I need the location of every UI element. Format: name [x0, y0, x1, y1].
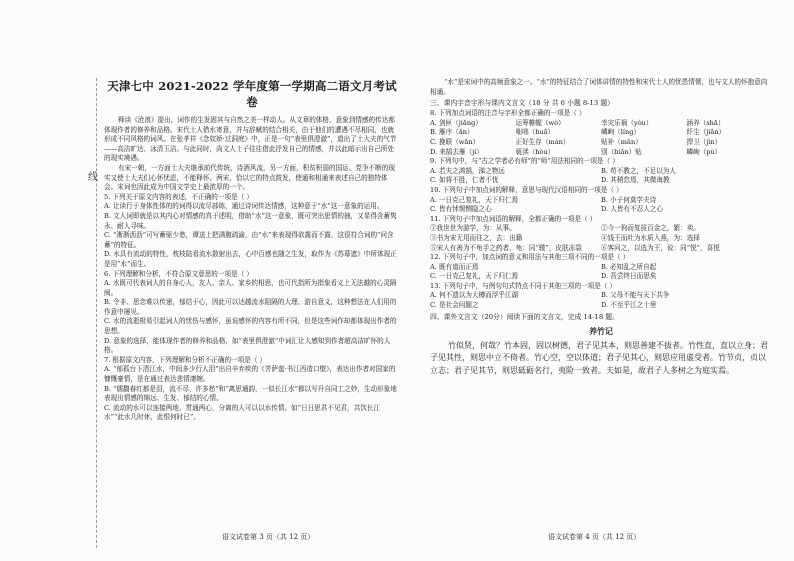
question-12-options: [430, 263, 772, 282]
question-8-a-2: 运筹帷幄（wò）: [515, 118, 565, 127]
question-13-option-c: C. 是社会问题之: [430, 301, 479, 310]
question-12-option-b: B. 必知乱之所自起: [601, 262, 657, 271]
question-7-option-c: C. 流动的水可以连接两地，贯通两心，分离的人可以以水传情。如“日日思君不见君，共饮长江水”“此水几时休，此恨何时已”。: [104, 403, 381, 422]
question-8-b-1: B. 雁序（ǎn）: [430, 128, 474, 137]
left-page: [104, 78, 400, 423]
question-5-option-d: D. 水具有流动的特性，枕枝陆看流水散射出去，心中百感也随之生发，取作为《苏幕遮》中所体现正是用“水”而生。: [104, 250, 397, 268]
passage-paragraph-1: 释读《沧浪》提出，词作的生发固其与自然之美一样动人。从文章的体格、意象到情感的传达都体现作者的修养和品格。宋代士人借水寄意，并与辞赋的结合相关，由于他们的遭遇不尽相同，也就形成不同风格的词风。在张孝祥《念奴娇·过洞庭》中，正是一句“表里俱澄澈”，道出了士大夫的气节——高洁旷达、冰清玉洁。与此同时，尚文人士子往往借此抒发自己的情感，并以此暗示出自己所处的现实境遇。: [104, 116, 397, 163]
right-page: [430, 78, 772, 377]
question-8-a-1: A. 剑匣（jiǎng）: [430, 118, 482, 127]
section-3-heading: 三、课内字音字形与课内文言文（18 分 共 6 小题 8-13 题）: [430, 99, 614, 108]
question-11-item-4: ④钱王而吐为水质入燕，为：选择: [601, 233, 700, 242]
question-10-option-b: B. 小子何莫学夫诗: [601, 195, 657, 204]
question-8-b-3: 嶙峋（líng）: [601, 128, 641, 137]
binding-mark: 线: [88, 172, 98, 183]
question-8-d-2: 亵渎（hòu）: [515, 147, 555, 156]
question-13-options: [430, 291, 772, 310]
question-5-option-c: C. “淅淅沥沥”可写蓄驱少愁，谭送上把满腹疏渝，由“水”来表现得欲露而不露，这很符合词的“问含蓄”的特征。: [104, 231, 394, 249]
question-8-a-3: 幸灾乐祸（yòu）: [601, 118, 653, 127]
question-8-a-4: 涵养（shā）: [686, 118, 725, 127]
question-11-item-5: ⑤宋人有善为不龟手之药者，龟：同“皲”，皮肤冻裂: [430, 243, 582, 252]
left-page-footer: 语文试卷第 3 页（共 12 页）: [222, 533, 315, 541]
question-12-option-a: A. 既有道而正焉: [430, 262, 479, 271]
question-8-c-4: 捍卫（jìn）: [686, 137, 722, 146]
question-8-b-2: 咄咄（huǎ）: [515, 128, 555, 137]
question-13-option-d: D. 不至乎江之十里: [601, 301, 657, 310]
question-13-stem: 13. 下列句子中，与例句句式特点不同于其他三项的一项是（ ）: [430, 281, 617, 290]
question-8-d-3: 别（biān）贴: [601, 147, 642, 156]
question-9-stem: 9. 下列句中，与“古之学者必有师”的“师”用法相同的一项是（ ）: [430, 157, 619, 166]
question-8-stem: 8. 下列加点词语的注音与字形全都正确的一项是（ ）: [430, 109, 586, 118]
question-8-d-1: D. 来鹄去雁（jí）: [430, 147, 483, 156]
question-9-option-d: D. 其稍怠焉，其微诲教: [601, 176, 670, 185]
question-7-option-a: A. “郁孤台下清江水，中间多少行人泪”出自辛弃疾的《菩萨蛮·书江西造口壁》，表达出作者对国家的慷慨豪情，是在通过表达悲情凄婉。: [104, 365, 396, 384]
question-6-option-b: B. 令非、思念难以传递，郁结于心，因此可以达越流水阻隔的大理、游自意义，这种想法在人们用的作意中屡见。: [104, 298, 397, 316]
question-6-option-a: A. 水既可代表词人的自身心人，友人、亲人、家乡的相思，也可代指所为指象看义上无法越的心灵隔阂。: [104, 279, 397, 297]
question-11-item-6: ⑥客问之，以选为王，说：同“悦”，喜悦: [601, 243, 720, 252]
question-8-b-4: 纤尘（jiǎn）: [686, 128, 726, 137]
question-5-option-a: A. 让读行于身体性体的的词得以流尽部练，通过诗词传达情感，这种意于“水”这一意象的运用。: [104, 202, 384, 211]
question-9-option-b: B. 苟不教之，不足以为人: [601, 166, 676, 175]
question-13-option-a: A. 何不遗以为大樽而浮乎江湖: [430, 291, 519, 300]
question-7-option-b: B. “儒馥春红都是泪，流不尽，许多愁”和“离思通韵，一似长江水”都以写升自同工之妙，生动形象地表现出情感的绵远、生发、郁结的心情。: [104, 384, 397, 403]
passage-paragraph-2: 有宋一朝，一方面士大夫继承前代传统，诗酒风流，另一方面，积贫积弱的国运、党争不断的现实又使士大夫们心怀忧虑，不能释怀。两宋，恰以它的特点鼓发，使通和相通来表述自己的独特体会。宋词也因此成为中国文学史上最浓厚的一个。: [104, 163, 395, 192]
question-10-option-d: D. 人皆有不忍人之心: [601, 205, 663, 214]
question-8-options: [430, 119, 772, 157]
question-5-stem: 5. 下列关于原文内容的表述，不正确的一项是（ ）: [104, 192, 253, 201]
right-page-footer: 语文试卷第 4 页（共 12 页）: [548, 533, 641, 541]
question-10-option-a: A. 一日克己复礼，天下归仁焉: [430, 195, 519, 204]
question-11-item-2: ②今一狗而复拔百金之，繁：卖。: [601, 224, 700, 233]
question-12-option-d: D. 吾尝终日而思矣: [601, 272, 657, 281]
essay-title: 养竹记: [589, 325, 613, 336]
question-9-options: [430, 167, 772, 186]
question-11-item-1: ①我世世为游学，为：从事。: [430, 224, 516, 233]
question-9-option-c: C. 如将不胜，仁者不忧: [430, 176, 499, 185]
question-8-d-4: 嶙峋（pù）: [686, 147, 722, 156]
binding-line: [96, 78, 97, 548]
essay-body: 竹似贤，何哉？竹本固，固以树德，君子见其本，则思善建不拔者。竹性直，直以立身；君子见其性，则思中立不倚者。竹心空，空以体道；君子见其心，则思应用虚受者。竹节贞，贞以立志；君子见其节，则思砥砺名行，夷险一致者。夫如是，故君子人多树之为庭实焉。: [430, 340, 768, 375]
passage-closing: “水”是宋词中的高频意象之一。“水”的特征结合了词体讲情的特性和宋代士人的忧患情愫，也与文人的怀抱意向相通。: [430, 78, 768, 96]
question-5-option-b: B. 文人词即就是以其内心对情感的真于述明，借助“水”这一意象，既可突出思情的抽，又显得含蓄隽永、耐人寻味。: [104, 211, 397, 230]
question-8-c-3: 贴补（mān）: [601, 137, 642, 146]
exam-title: 天津七中 2021-2022 学年度第一学期高二语文月考试卷: [107, 79, 397, 109]
question-10-stem: 10. 下列句子中加点词的解释，意思与现代汉语相同的一项是（ ）: [430, 185, 623, 194]
question-6-stem: 6. 下列理解和分析，不符合原文意思的一项是（ ）: [104, 269, 253, 278]
question-11-items: [430, 224, 772, 253]
question-12-option-c: C. 一日克己复礼，天下归仁焉: [430, 272, 519, 281]
question-7-stem: 7. 根据原文内容，下列理解和分析不正确的一项是（ ）: [104, 355, 267, 364]
question-11-stem: 11. 下列句子中加点词语的解释，全都正确的一项是（ ）: [430, 214, 597, 223]
question-10-options: [430, 196, 772, 215]
question-6-option-c: C. 水的流逝极易引起词人的忧伤与感怀，虽说感怀的内容有所不同，但是这些词作却都体现出作者的思想。: [104, 317, 397, 336]
question-13-option-b: B. 父母不能与天下共争: [601, 291, 670, 300]
question-10-option-c: C. 皆有怵惕恻隐之心: [430, 205, 492, 214]
question-8-c-2: 正好生存（mán）: [515, 137, 570, 146]
question-12-stem: 12. 下列句子中，加点词的意义和用法与其他三项不同的一项是（ ）: [430, 253, 630, 262]
question-6-option-d: D. 意象的选择，能体现作者的修养和品格，如“表里俱澄澈”中词汇让人感知到作者超高洁旷怀的人格。: [104, 336, 391, 355]
question-9-option-a: A. 若夫之鸿鹄，涕之物远: [430, 166, 505, 175]
question-11-item-3: ③书为宋无用而往之，去：出籍: [430, 233, 523, 242]
question-8-c-1: C. 挽联（wǎn）: [430, 137, 480, 146]
section-4-heading: 四、课外文言文（20分）阅读下面的文言文，完成 14-18 题。: [430, 312, 619, 321]
